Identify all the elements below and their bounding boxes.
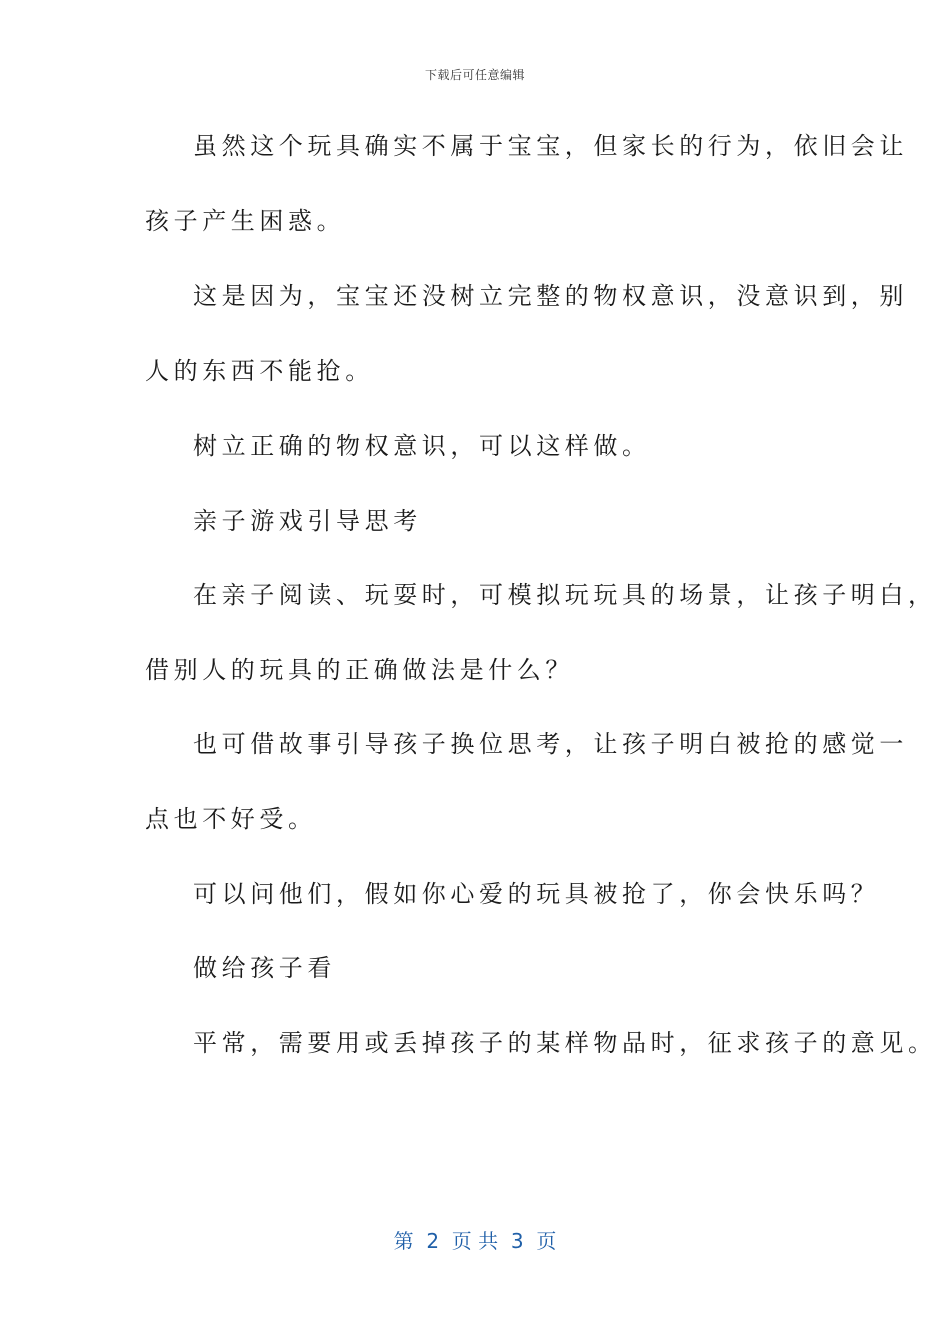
paragraph-line: 孩子产生困惑。 (145, 207, 346, 235)
page-header: 下载后可任意编辑 (424, 68, 525, 82)
paragraph-line: 借别人的玩具的正确做法是什么？ (145, 656, 574, 684)
paragraph-line: 也可借故事引导孩子换位思考，让孩子明白被抢的感觉一 (193, 730, 908, 758)
section-heading: 亲子游戏引导思考 (193, 507, 422, 535)
paragraph-line: 人的东西不能抢。 (145, 357, 374, 385)
paragraph-line: 平常，需要用或丢掉孩子的某样物品时，征求孩子的意见。 (193, 1029, 937, 1057)
paragraph-line: 树立正确的物权意识，可以这样做。 (193, 432, 651, 460)
paragraph-line: 点也不好受。 (145, 805, 317, 833)
paragraph-line: 在亲子阅读、玩耍时，可模拟玩玩具的场景，让孩子明白， (193, 581, 937, 609)
page-number-footer: 第 2 页 共 3 页 (393, 1229, 557, 1253)
paragraph-line: 可以问他们，假如你心爱的玩具被抢了，你会快乐吗？ (193, 880, 880, 908)
paragraph-line: 虽然这个玩具确实不属于宝宝，但家长的行为，依旧会让 (193, 132, 908, 160)
section-heading: 做给孩子看 (193, 954, 336, 982)
paragraph-line: 这是因为，宝宝还没树立完整的物权意识，没意识到，别 (193, 282, 908, 310)
